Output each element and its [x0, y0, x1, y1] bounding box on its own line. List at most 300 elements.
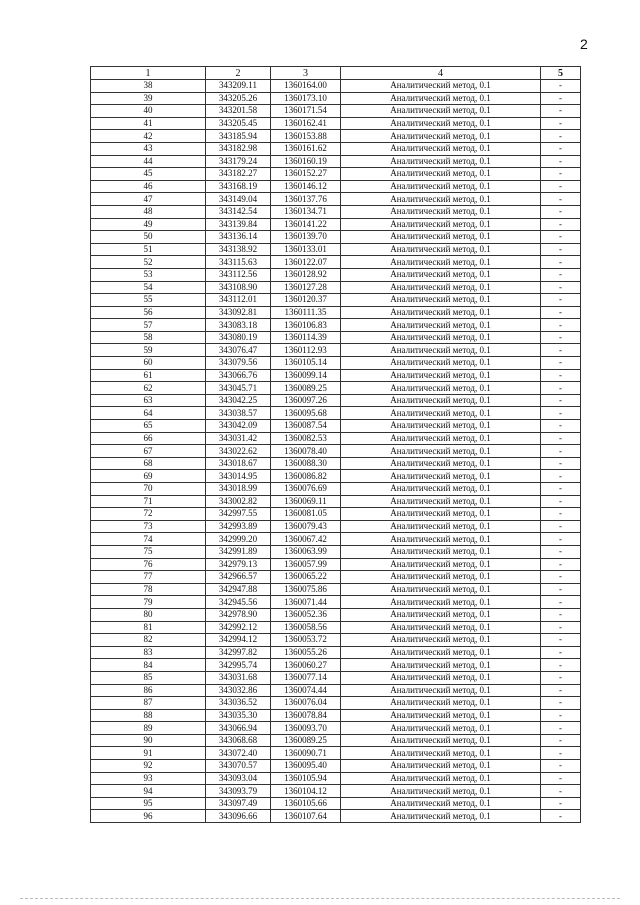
cell-point-number: 58: [91, 331, 206, 344]
cell-x: 343093.04: [206, 772, 271, 785]
table-body: [91, 80, 581, 823]
cell-point-number: 46: [91, 180, 206, 193]
cell-description: -: [541, 357, 581, 370]
cell-point-number: 91: [91, 747, 206, 760]
cell-x: 343179.24: [206, 155, 271, 168]
cell-description: -: [541, 319, 581, 332]
cell-method: Аналитический метод, 0.1: [341, 432, 541, 445]
cell-description: -: [541, 508, 581, 521]
cell-x: 343036.52: [206, 697, 271, 710]
table-row: [91, 760, 581, 773]
cell-description: -: [541, 470, 581, 483]
cell-description: -: [541, 722, 581, 735]
cell-x: 343092.81: [206, 306, 271, 319]
cell-y: 1360114.39: [271, 331, 341, 344]
cell-method: Аналитический метод, 0.1: [341, 357, 541, 370]
table-row: [91, 105, 581, 118]
cell-description: -: [541, 646, 581, 659]
cell-description: -: [541, 142, 581, 155]
cell-point-number: 66: [91, 432, 206, 445]
table-row: [91, 533, 581, 546]
cell-method: Аналитический метод, 0.1: [341, 105, 541, 118]
table-row: [91, 671, 581, 684]
column-header-description: 5: [541, 67, 581, 80]
cell-method: Аналитический метод, 0.1: [341, 583, 541, 596]
cell-y: 1360069.11: [271, 495, 341, 508]
cell-y: 1360063.99: [271, 545, 341, 558]
cell-y: 1360139.70: [271, 231, 341, 244]
cell-x: 343149.04: [206, 193, 271, 206]
cell-y: 1360088.30: [271, 457, 341, 470]
cell-method: Аналитический метод, 0.1: [341, 445, 541, 458]
cell-point-number: 95: [91, 797, 206, 810]
table-row: [91, 130, 581, 143]
cell-point-number: 38: [91, 80, 206, 93]
cell-y: 1360053.72: [271, 634, 341, 647]
cell-description: -: [541, 205, 581, 218]
cell-method: Аналитический метод, 0.1: [341, 117, 541, 130]
cell-x: 343115.63: [206, 256, 271, 269]
cell-point-number: 51: [91, 243, 206, 256]
cell-x: 342978.90: [206, 608, 271, 621]
table-row: [91, 420, 581, 433]
table-row: [91, 634, 581, 647]
cell-y: 1360055.26: [271, 646, 341, 659]
cell-method: Аналитический метод, 0.1: [341, 382, 541, 395]
cell-method: Аналитический метод, 0.1: [341, 470, 541, 483]
table-row: [91, 268, 581, 281]
cell-point-number: 90: [91, 734, 206, 747]
cell-point-number: 67: [91, 445, 206, 458]
cell-y: 1360058.56: [271, 621, 341, 634]
cell-x: 343076.47: [206, 344, 271, 357]
cell-description: -: [541, 533, 581, 546]
cell-description: -: [541, 105, 581, 118]
cell-description: -: [541, 294, 581, 307]
cell-description: -: [541, 596, 581, 609]
cell-description: -: [541, 130, 581, 143]
cell-point-number: 56: [91, 306, 206, 319]
table-row: [91, 243, 581, 256]
cell-x: 343209.11: [206, 80, 271, 93]
cell-x: 342997.55: [206, 508, 271, 521]
cell-y: 1360074.44: [271, 684, 341, 697]
cell-point-number: 68: [91, 457, 206, 470]
cell-point-number: 49: [91, 218, 206, 231]
cell-y: 1360071.44: [271, 596, 341, 609]
cell-method: Аналитический метод, 0.1: [341, 571, 541, 584]
cell-x: 343038.57: [206, 407, 271, 420]
table-row: [91, 193, 581, 206]
cell-point-number: 42: [91, 130, 206, 143]
cell-point-number: 70: [91, 483, 206, 496]
table-row: [91, 168, 581, 181]
cell-x: 342947.88: [206, 583, 271, 596]
cell-description: -: [541, 709, 581, 722]
cell-method: Аналитический метод, 0.1: [341, 810, 541, 823]
table-row: [91, 684, 581, 697]
cell-method: Аналитический метод, 0.1: [341, 155, 541, 168]
cell-y: 1360164.00: [271, 80, 341, 93]
cell-x: 343112.01: [206, 294, 271, 307]
scan-footer-line: [20, 898, 620, 900]
cell-point-number: 84: [91, 659, 206, 672]
cell-method: Аналитический метод, 0.1: [341, 218, 541, 231]
cell-point-number: 85: [91, 671, 206, 684]
cell-description: -: [541, 797, 581, 810]
cell-y: 1360104.12: [271, 785, 341, 798]
cell-y: 1360081.05: [271, 508, 341, 521]
cell-y: 1360089.25: [271, 734, 341, 747]
cell-method: Аналитический метод, 0.1: [341, 80, 541, 93]
cell-x: 343083.18: [206, 319, 271, 332]
cell-y: 1360076.04: [271, 697, 341, 710]
cell-description: -: [541, 180, 581, 193]
cell-y: 1360077.14: [271, 671, 341, 684]
table-row: [91, 785, 581, 798]
table-row: [91, 142, 581, 155]
cell-point-number: 39: [91, 92, 206, 105]
cell-description: -: [541, 432, 581, 445]
cell-x: 343018.99: [206, 483, 271, 496]
cell-method: Аналитический метод, 0.1: [341, 709, 541, 722]
cell-y: 1360052.36: [271, 608, 341, 621]
cell-x: 343185.94: [206, 130, 271, 143]
table-row: [91, 495, 581, 508]
cell-method: Аналитический метод, 0.1: [341, 394, 541, 407]
table-row: [91, 256, 581, 269]
cell-method: Аналитический метод, 0.1: [341, 168, 541, 181]
cell-method: Аналитический метод, 0.1: [341, 772, 541, 785]
cell-y: 1360134.71: [271, 205, 341, 218]
cell-description: -: [541, 407, 581, 420]
cell-method: Аналитический метод, 0.1: [341, 785, 541, 798]
table-row: [91, 722, 581, 735]
cell-method: Аналитический метод, 0.1: [341, 684, 541, 697]
cell-y: 1360079.43: [271, 520, 341, 533]
cell-point-number: 73: [91, 520, 206, 533]
cell-point-number: 59: [91, 344, 206, 357]
table-row: [91, 734, 581, 747]
cell-description: -: [541, 621, 581, 634]
cell-method: Аналитический метод, 0.1: [341, 760, 541, 773]
cell-y: 1360111.35: [271, 306, 341, 319]
cell-point-number: 64: [91, 407, 206, 420]
cell-method: Аналитический метод, 0.1: [341, 268, 541, 281]
cell-y: 1360087.54: [271, 420, 341, 433]
cell-point-number: 79: [91, 596, 206, 609]
cell-method: Аналитический метод, 0.1: [341, 533, 541, 546]
table-row: [91, 445, 581, 458]
cell-description: -: [541, 634, 581, 647]
table-row: [91, 294, 581, 307]
table-row: [91, 508, 581, 521]
cell-description: -: [541, 772, 581, 785]
cell-y: 1360128.92: [271, 268, 341, 281]
table-header-row: [91, 67, 581, 80]
cell-description: -: [541, 697, 581, 710]
cell-x: 343096.66: [206, 810, 271, 823]
cell-method: Аналитический метод, 0.1: [341, 231, 541, 244]
cell-y: 1360162.41: [271, 117, 341, 130]
cell-description: -: [541, 810, 581, 823]
cell-x: 343205.45: [206, 117, 271, 130]
cell-y: 1360099.14: [271, 369, 341, 382]
cell-method: Аналитический метод, 0.1: [341, 483, 541, 496]
cell-x: 343070.57: [206, 760, 271, 773]
cell-y: 1360141.22: [271, 218, 341, 231]
cell-point-number: 74: [91, 533, 206, 546]
cell-description: -: [541, 483, 581, 496]
cell-point-number: 96: [91, 810, 206, 823]
cell-point-number: 89: [91, 722, 206, 735]
cell-x: 343142.54: [206, 205, 271, 218]
cell-x: 343068.68: [206, 734, 271, 747]
cell-point-number: 81: [91, 621, 206, 634]
cell-description: -: [541, 571, 581, 584]
cell-description: -: [541, 520, 581, 533]
cell-x: 343031.68: [206, 671, 271, 684]
cell-method: Аналитический метод, 0.1: [341, 243, 541, 256]
cell-description: -: [541, 684, 581, 697]
cell-method: Аналитический метод, 0.1: [341, 420, 541, 433]
cell-y: 1360097.26: [271, 394, 341, 407]
cell-x: 342993.89: [206, 520, 271, 533]
cell-x: 342966.57: [206, 571, 271, 584]
cell-point-number: 78: [91, 583, 206, 596]
cell-y: 1360095.40: [271, 760, 341, 773]
cell-point-number: 44: [91, 155, 206, 168]
cell-x: 343182.27: [206, 168, 271, 181]
cell-y: 1360057.99: [271, 558, 341, 571]
cell-description: -: [541, 608, 581, 621]
cell-point-number: 80: [91, 608, 206, 621]
cell-method: Аналитический метод, 0.1: [341, 634, 541, 647]
cell-point-number: 55: [91, 294, 206, 307]
cell-x: 343138.92: [206, 243, 271, 256]
coordinates-table: [90, 66, 581, 823]
cell-method: Аналитический метод, 0.1: [341, 407, 541, 420]
table-row: [91, 457, 581, 470]
cell-description: -: [541, 344, 581, 357]
cell-point-number: 41: [91, 117, 206, 130]
cell-description: -: [541, 168, 581, 181]
cell-x: 343014.95: [206, 470, 271, 483]
cell-y: 1360086.82: [271, 470, 341, 483]
cell-point-number: 72: [91, 508, 206, 521]
cell-y: 1360137.76: [271, 193, 341, 206]
cell-method: Аналитический метод, 0.1: [341, 281, 541, 294]
cell-point-number: 50: [91, 231, 206, 244]
cell-x: 343042.25: [206, 394, 271, 407]
cell-x: 343139.84: [206, 218, 271, 231]
table-row: [91, 596, 581, 609]
cell-point-number: 45: [91, 168, 206, 181]
cell-description: -: [541, 457, 581, 470]
cell-description: -: [541, 331, 581, 344]
cell-x: 342945.56: [206, 596, 271, 609]
cell-description: -: [541, 193, 581, 206]
cell-x: 343018.67: [206, 457, 271, 470]
table-row: [91, 747, 581, 760]
page-number: 2: [580, 36, 588, 52]
table-row: [91, 659, 581, 672]
cell-y: 1360160.19: [271, 155, 341, 168]
table-row: [91, 709, 581, 722]
cell-x: 343031.42: [206, 432, 271, 445]
table-row: [91, 470, 581, 483]
cell-method: Аналитический метод, 0.1: [341, 344, 541, 357]
table-row: [91, 545, 581, 558]
table-row: [91, 772, 581, 785]
cell-y: 1360173.10: [271, 92, 341, 105]
column-header-method: 4: [341, 67, 541, 80]
cell-x: 343205.26: [206, 92, 271, 105]
cell-x: 342995.74: [206, 659, 271, 672]
cell-y: 1360075.86: [271, 583, 341, 596]
table-row: [91, 155, 581, 168]
table-row: [91, 306, 581, 319]
cell-description: -: [541, 80, 581, 93]
cell-point-number: 69: [91, 470, 206, 483]
cell-description: -: [541, 747, 581, 760]
table-row: [91, 608, 581, 621]
cell-y: 1360171.54: [271, 105, 341, 118]
cell-description: -: [541, 394, 581, 407]
cell-y: 1360161.62: [271, 142, 341, 155]
cell-y: 1360090.71: [271, 747, 341, 760]
cell-method: Аналитический метод, 0.1: [341, 205, 541, 218]
cell-x: 342999.20: [206, 533, 271, 546]
cell-x: 343168.19: [206, 180, 271, 193]
cell-method: Аналитический метод, 0.1: [341, 545, 541, 558]
table-row: [91, 319, 581, 332]
cell-method: Аналитический метод, 0.1: [341, 747, 541, 760]
cell-method: Аналитический метод, 0.1: [341, 294, 541, 307]
cell-y: 1360112.93: [271, 344, 341, 357]
cell-y: 1360078.40: [271, 445, 341, 458]
cell-method: Аналитический метод, 0.1: [341, 180, 541, 193]
table-row: [91, 810, 581, 823]
cell-method: Аналитический метод, 0.1: [341, 659, 541, 672]
cell-x: 343042.09: [206, 420, 271, 433]
cell-description: -: [541, 243, 581, 256]
cell-method: Аналитический метод, 0.1: [341, 621, 541, 634]
cell-y: 1360082.53: [271, 432, 341, 445]
cell-point-number: 76: [91, 558, 206, 571]
cell-x: 342994.12: [206, 634, 271, 647]
cell-description: -: [541, 256, 581, 269]
cell-y: 1360089.25: [271, 382, 341, 395]
cell-point-number: 87: [91, 697, 206, 710]
cell-point-number: 53: [91, 268, 206, 281]
cell-x: 343066.76: [206, 369, 271, 382]
cell-description: -: [541, 218, 581, 231]
cell-x: 342997.82: [206, 646, 271, 659]
cell-description: -: [541, 231, 581, 244]
cell-method: Аналитический метод, 0.1: [341, 734, 541, 747]
cell-point-number: 52: [91, 256, 206, 269]
table-row: [91, 357, 581, 370]
column-header-x: 2: [206, 67, 271, 80]
cell-point-number: 93: [91, 772, 206, 785]
cell-x: 343136.14: [206, 231, 271, 244]
cell-description: -: [541, 117, 581, 130]
cell-method: Аналитический метод, 0.1: [341, 369, 541, 382]
cell-description: -: [541, 92, 581, 105]
cell-description: -: [541, 155, 581, 168]
table-row: [91, 205, 581, 218]
cell-description: -: [541, 445, 581, 458]
cell-x: 343066.94: [206, 722, 271, 735]
cell-description: -: [541, 583, 581, 596]
table-row: [91, 117, 581, 130]
cell-y: 1360146.12: [271, 180, 341, 193]
table-row: [91, 180, 581, 193]
cell-x: 342979.13: [206, 558, 271, 571]
cell-method: Аналитический метод, 0.1: [341, 92, 541, 105]
cell-y: 1360095.68: [271, 407, 341, 420]
cell-method: Аналитический метод, 0.1: [341, 130, 541, 143]
cell-method: Аналитический метод, 0.1: [341, 646, 541, 659]
cell-method: Аналитический метод, 0.1: [341, 457, 541, 470]
cell-method: Аналитический метод, 0.1: [341, 508, 541, 521]
cell-description: -: [541, 306, 581, 319]
cell-y: 1360067.42: [271, 533, 341, 546]
cell-description: -: [541, 420, 581, 433]
table-row: [91, 621, 581, 634]
cell-y: 1360120.37: [271, 294, 341, 307]
cell-y: 1360107.64: [271, 810, 341, 823]
cell-method: Аналитический метод, 0.1: [341, 520, 541, 533]
cell-x: 343072.40: [206, 747, 271, 760]
cell-y: 1360106.83: [271, 319, 341, 332]
cell-x: 343097.49: [206, 797, 271, 810]
cell-description: -: [541, 558, 581, 571]
cell-point-number: 94: [91, 785, 206, 798]
table-row: [91, 432, 581, 445]
cell-point-number: 92: [91, 760, 206, 773]
cell-point-number: 60: [91, 357, 206, 370]
cell-x: 343079.56: [206, 357, 271, 370]
table-row: [91, 281, 581, 294]
table-row: [91, 571, 581, 584]
cell-x: 343022.62: [206, 445, 271, 458]
cell-method: Аналитический метод, 0.1: [341, 319, 541, 332]
cell-point-number: 47: [91, 193, 206, 206]
cell-method: Аналитический метод, 0.1: [341, 193, 541, 206]
cell-y: 1360122.07: [271, 256, 341, 269]
table-row: [91, 697, 581, 710]
cell-x: 343182.98: [206, 142, 271, 155]
table-row: [91, 407, 581, 420]
table-row: [91, 331, 581, 344]
cell-point-number: 57: [91, 319, 206, 332]
cell-method: Аналитический метод, 0.1: [341, 306, 541, 319]
cell-x: 342992.12: [206, 621, 271, 634]
cell-y: 1360078.84: [271, 709, 341, 722]
cell-x: 343112.56: [206, 268, 271, 281]
table-row: [91, 558, 581, 571]
cell-method: Аналитический метод, 0.1: [341, 495, 541, 508]
cell-description: -: [541, 734, 581, 747]
cell-point-number: 75: [91, 545, 206, 558]
cell-description: -: [541, 659, 581, 672]
cell-y: 1360060.27: [271, 659, 341, 672]
cell-point-number: 82: [91, 634, 206, 647]
table-row: [91, 218, 581, 231]
cell-x: 343080.19: [206, 331, 271, 344]
